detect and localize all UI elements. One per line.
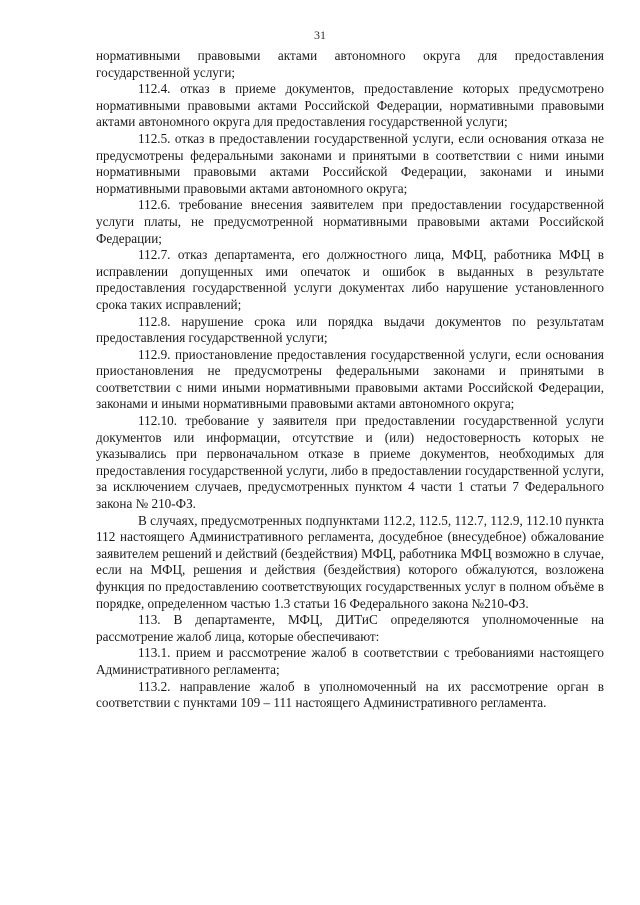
page-number: 31 [314,28,326,42]
paragraph: 112.4. отказ в приеме документов, предоставление которых предусмотрено нормативными правовыми актами Российской Федерации, нормативными правовыми актами автономного округа для предоставления государственной услуги; [96,81,604,130]
paragraph: нормативными правовыми актами автономного округа для предоставления государственной услуги; [96,48,604,80]
paragraph: 112.9. приостановление предоставления государственной услуги, если основания приостановления не предусмотрены федеральными законами и принятыми в соответствии с ними иными нормативными правовыми актами Российской Федерации, законами и иными нормативными правовыми актами автономного округа; [96,346,604,412]
paragraph: 112.6. требование внесения заявителем при предоставлении государственной услуги платы, не предусмотренной нормативными правовыми актами Российской Федерации; [96,197,604,246]
document-body [96,48,604,712]
paragraph: В случаях, предусмотренных подпунктами 112.2, 112.5, 112.7, 112.9, 112.10 пункта 112 настоящего Административного регламента, досудебное (внесудебное) обжалование заявителем решений и действий (бездействия) МФЦ, работника МФЦ возможно в случае, если на МФЦ, решения и действия (бездействия) которого обжалуются, возложена функция по предоставлению соответствующих государственных услуг в полном объёме в порядке, определенном частью 1.3 статьи 16 Федерального закона №210-ФЗ. [96,512,604,611]
paragraph: 112.8. нарушение срока или порядка выдачи документов по результатам предоставления государственной услуги; [96,313,604,346]
paragraph: 113. В департаменте, МФЦ, ДИТиС определяются уполномоченные на рассмотрение жалоб лица, которые обеспечивают: [96,612,604,644]
paragraph: 112.5. отказ в предоставлении государственной услуги, если основания отказа не предусмотрены федеральными законами и принятыми в соответствии с ними иными нормативными правовыми актами Российской Федерации, законами и иными нормативными правовыми актами автономного округа; [96,130,604,196]
paragraph: 113.1. прием и рассмотрение жалоб в соответствии с требованиями настоящего Административного регламента; [96,645,604,677]
paragraph: 112.10. требование у заявителя при предоставлении государственной услуги документов или информации, отсутствие и (или) недостоверность которых не указывались при первоначальном отказе в приеме документов, необходимых для предоставления государственной услуги, либо в предоставлении государственной услуги, за исключением случаев, предусмотренных пунктом 4 части 1 статьи 7 Федерального закона № 210-ФЗ. [96,413,604,512]
paragraph: 112.7. отказ департамента, его должностного лица, МФЦ, работника МФЦ в исправлении допущенных ими опечаток и ошибок в выданных в результате предоставления государственной услуги документах либо нарушение установленного срока таких исправлений; [96,247,604,312]
paragraph: 113.2. направление жалоб в уполномоченный на их рассмотрение орган в соответствии с пунктами 109 – 111 настоящего Административного регламента. [96,678,604,711]
